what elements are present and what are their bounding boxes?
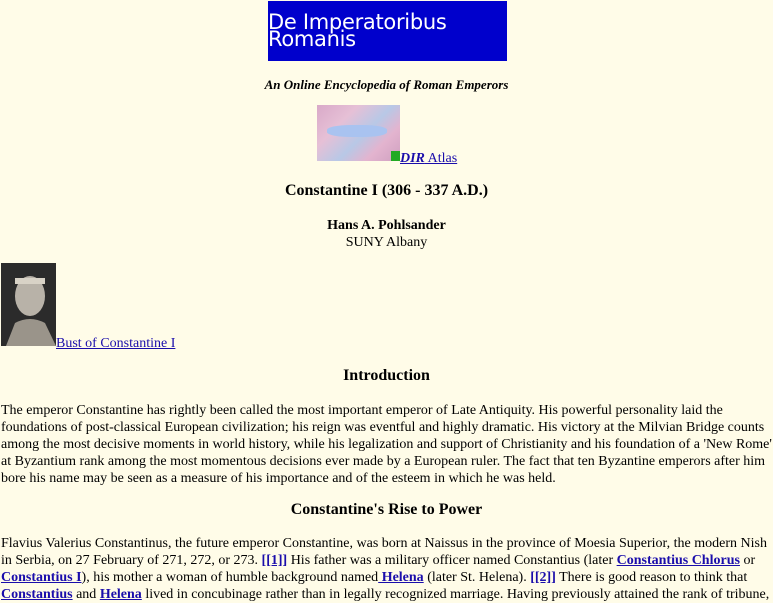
- rise-text-8: lived in concubinage rather than in legally recognized marriage. Having previously attained the rank of tribune,: [141, 587, 770, 602]
- atlas-link-prefix: DIR: [400, 151, 425, 166]
- article-title: Constantine I (306 - 337 A.D.): [284, 182, 489, 199]
- bust-portrait-icon: [1, 263, 56, 346]
- rise-text-5: (later St. Helena).: [423, 570, 531, 585]
- rise-text-4: ), his mother a woman of humble background named: [81, 570, 379, 585]
- rise-text-1: Flavius Valerius Constantinus, the future emperor Constantine, was born at Naissus in the province of Moesia Superior, the modern Nish in Serbia, on 27 February of 271, 272, or 273.: [1, 536, 767, 568]
- atlas-link[interactable]: [400, 150, 457, 167]
- article-author: Hans A. Pohlsander: [327, 218, 446, 233]
- rise-paragraph: [1, 535, 772, 603]
- rise-text-2: His father was a military officer named Constantius (later: [287, 553, 617, 568]
- footnote-link-2[interactable]: [[2]]: [530, 570, 556, 585]
- banner-title: De Imperatoribus Romanis: [268, 10, 447, 51]
- footnote-link-1[interactable]: [[1]]: [261, 553, 288, 568]
- site-banner[interactable]: [268, 1, 507, 61]
- heading-rise-to-power: Constantine's Rise to Power: [290, 501, 483, 518]
- link-helena-2[interactable]: Helena: [99, 587, 142, 602]
- article-affiliation: SUNY Albany: [345, 235, 428, 250]
- link-helena[interactable]: Helena: [378, 570, 424, 585]
- bust-link[interactable]: Bust of Constantine I: [56, 336, 176, 351]
- bust-image[interactable]: [1, 263, 56, 346]
- map-marker: [391, 151, 400, 161]
- rise-text-6: There is good reason to think that: [555, 570, 748, 585]
- rise-text-7: and: [72, 587, 100, 602]
- link-constantius-chlorus[interactable]: Constantius Chlorus: [616, 553, 740, 568]
- map-sea-shape: [327, 125, 387, 137]
- site-subtitle: An Online Encyclopedia of Roman Emperors: [264, 77, 509, 92]
- link-constantius-i[interactable]: Constantius I: [1, 570, 82, 585]
- atlas-map-image[interactable]: [317, 105, 400, 161]
- heading-introduction: Introduction: [343, 367, 430, 384]
- link-constantius[interactable]: Constantius: [1, 587, 73, 602]
- atlas-link-suffix: Atlas: [424, 151, 458, 166]
- intro-paragraph: The emperor Constantine has rightly been called the most important emperor of Late Antiquity. His powerful personality laid the foundations of post-classical European civilization; his reign was eventful and highly dramatic. His victory at the Milvian Bridge counts among the most decisive moments in world history, while his legalization and support of Christianity and his foundation of a 'New Rome' at Byzantium rank among the most momentous decisions ever made by a European ruler. The fact that ten Byzantine emperors after him bore his name may be seen as a measure of his importance and of the esteem in which he was held.: [1, 403, 772, 486]
- rise-text-3: or: [739, 553, 756, 568]
